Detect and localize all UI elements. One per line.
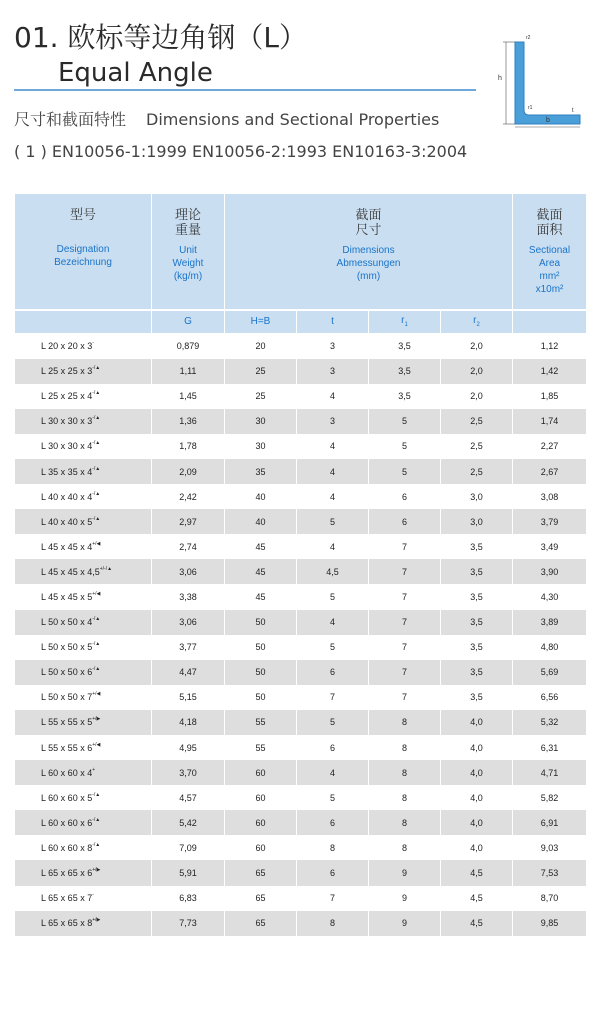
cell-area: 4,71 [513, 760, 587, 785]
cell-thickness: 3 [297, 333, 369, 359]
header-weight-en2: Weight [172, 258, 204, 269]
table-row [15, 484, 587, 509]
subheader-r1-sub: 1 [404, 322, 408, 328]
header-weight-cn2: 重量 [174, 223, 201, 238]
cell-thickness: 6 [297, 810, 369, 835]
cell-hb: 30 [225, 409, 297, 434]
table-row [15, 409, 587, 434]
cell-weight: 0,879 [152, 333, 225, 359]
cell-area: 5,32 [513, 710, 587, 735]
cell-hb: 40 [225, 509, 297, 534]
table-row [15, 835, 587, 860]
designation-text: L 55 x 55 x 5 [41, 717, 93, 728]
cell-hb: 55 [225, 735, 297, 760]
cell-thickness: 6 [297, 660, 369, 685]
cell-thickness: 3 [297, 359, 369, 384]
cell-thickness: 4,5 [297, 559, 369, 584]
designation-marker: +/◀ [92, 691, 101, 698]
header-weight-cn1: 理论 [174, 208, 201, 223]
cell-weight: 4,18 [152, 710, 225, 735]
cell-weight: 3,38 [152, 584, 225, 609]
table-row [15, 434, 587, 459]
header-dims-de: Abmessungen [336, 258, 401, 269]
cell-r2: 3,0 [441, 484, 513, 509]
cell-r2: 2,5 [441, 434, 513, 459]
subheader-t: t [297, 310, 369, 334]
cell-weight: 4,95 [152, 735, 225, 760]
cell-area: 2,27 [513, 434, 587, 459]
designation-text: L 40 x 40 x 4 [41, 491, 93, 502]
designation-text: L 65 x 65 x 6 [41, 868, 93, 879]
cell-hb: 25 [225, 359, 297, 384]
cell-thickness: 5 [297, 710, 369, 735]
designation-marker: +/▶ [92, 867, 101, 874]
cell-r2: 4,0 [441, 710, 513, 735]
cell-designation [15, 559, 152, 584]
cell-hb: 65 [225, 911, 297, 936]
table-row [15, 810, 587, 835]
cell-r2: 4,0 [441, 735, 513, 760]
diagram-label-b: b [546, 117, 550, 124]
cell-weight: 1,45 [152, 384, 225, 409]
table-row [15, 534, 587, 559]
header-weight [152, 194, 225, 310]
designation-text: L 25 x 25 x 4 [41, 391, 93, 402]
header-dims-cn1: 截面 [355, 208, 382, 223]
section-subtitle [14, 107, 439, 130]
header-area [513, 194, 587, 310]
subheader-r2-label: r [473, 315, 477, 326]
designation-marker: -/▲ [92, 841, 101, 848]
designation-text: L 60 x 60 x 6 [41, 817, 93, 828]
cell-thickness: 6 [297, 735, 369, 760]
designation-text: L 45 x 45 x 4 [41, 541, 93, 552]
designation-text: L 20 x 20 x 3 [41, 341, 93, 352]
table-subheader-row [15, 310, 587, 334]
table-row [15, 660, 587, 685]
subheader-r1-label: r [401, 315, 405, 326]
cell-weight: 1,36 [152, 409, 225, 434]
table-row [15, 359, 587, 384]
cell-area: 6,31 [513, 735, 587, 760]
cell-r2: 2,0 [441, 384, 513, 409]
cell-weight: 5,42 [152, 810, 225, 835]
cell-hb: 65 [225, 860, 297, 885]
cell-designation [15, 735, 152, 760]
cell-area: 1,74 [513, 409, 587, 434]
cell-thickness: 4 [297, 760, 369, 785]
cell-thickness: 4 [297, 434, 369, 459]
header-area-unit2: x10m² [535, 284, 564, 295]
cell-r2: 3,5 [441, 534, 513, 559]
table-row [15, 610, 587, 635]
cell-area: 1,12 [513, 333, 587, 359]
designation-text: L 50 x 50 x 4 [41, 617, 93, 628]
header-designation-de: Bezeichnung [54, 257, 112, 268]
table-row [15, 635, 587, 660]
cell-thickness: 5 [297, 584, 369, 609]
designation-text: L 30 x 30 x 3 [41, 416, 93, 427]
designation-marker: -/▲ [92, 641, 101, 648]
table-body [15, 333, 587, 936]
diagram-label-r2: r2 [526, 35, 531, 41]
cell-r1: 3,5 [369, 333, 441, 359]
cell-r2: 4,0 [441, 785, 513, 810]
cell-weight: 7,73 [152, 911, 225, 936]
cell-r1: 5 [369, 459, 441, 484]
cell-area: 3,90 [513, 559, 587, 584]
designation-marker: -/▲ [92, 415, 101, 422]
cell-hb: 25 [225, 384, 297, 409]
cell-hb: 50 [225, 685, 297, 710]
cell-hb: 50 [225, 610, 297, 635]
cell-designation [15, 685, 152, 710]
cell-hb: 60 [225, 810, 297, 835]
cell-area: 5,82 [513, 785, 587, 810]
cell-r2: 2,5 [441, 459, 513, 484]
cell-r1: 5 [369, 409, 441, 434]
cell-area: 8,70 [513, 886, 587, 911]
cell-area: 5,69 [513, 660, 587, 685]
subheader-hb: H=B [225, 310, 297, 334]
header-area-unit1: mm² [539, 271, 560, 282]
cell-area: 9,03 [513, 835, 587, 860]
cell-weight: 4,47 [152, 660, 225, 685]
title-divider [14, 89, 476, 91]
table-row [15, 886, 587, 911]
cell-weight: 3,06 [152, 559, 225, 584]
cell-designation [15, 534, 152, 559]
designation-text: L 65 x 65 x 8 [41, 918, 93, 929]
cell-r1: 8 [369, 735, 441, 760]
cell-r1: 7 [369, 534, 441, 559]
cell-designation [15, 635, 152, 660]
designation-marker: +/◀ [92, 741, 101, 748]
cell-thickness: 5 [297, 509, 369, 534]
subheader-area-blank [513, 310, 587, 334]
cell-r2: 2,5 [441, 409, 513, 434]
cell-weight: 2,09 [152, 459, 225, 484]
table-row [15, 911, 587, 936]
cell-hb: 20 [225, 333, 297, 359]
header-designation-en: Designation [56, 244, 110, 255]
cell-weight: 6,83 [152, 886, 225, 911]
cell-r1: 9 [369, 860, 441, 885]
cell-r1: 3,5 [369, 384, 441, 409]
cell-area: 9,85 [513, 911, 587, 936]
table-row [15, 760, 587, 785]
subtitle-english: Dimensions and Sectional Properties [146, 110, 440, 129]
cell-r1: 8 [369, 810, 441, 835]
cell-r1: 8 [369, 785, 441, 810]
cell-r1: 8 [369, 835, 441, 860]
cell-hb: 30 [225, 434, 297, 459]
designation-marker: -/▲ [92, 816, 101, 823]
cell-weight: 4,57 [152, 785, 225, 810]
cell-designation [15, 860, 152, 885]
cell-thickness: 4 [297, 534, 369, 559]
cell-r1: 9 [369, 886, 441, 911]
cell-r1: 3,5 [369, 359, 441, 384]
diagram-label-r1: r1 [528, 105, 533, 111]
table-row [15, 685, 587, 710]
cell-thickness: 6 [297, 860, 369, 885]
cell-designation [15, 584, 152, 609]
cell-thickness: 7 [297, 886, 369, 911]
designation-text: L 50 x 50 x 7 [41, 692, 93, 703]
table-row [15, 785, 587, 810]
designation-text: L 45 x 45 x 5 [41, 591, 93, 602]
designation-marker: - [92, 892, 94, 899]
designation-text: L 25 x 25 x 3 [41, 366, 93, 377]
subheader-blank [15, 310, 152, 334]
cell-weight: 3,70 [152, 760, 225, 785]
cell-designation [15, 835, 152, 860]
designation-marker: +/▶ [92, 917, 101, 924]
cell-designation [15, 610, 152, 635]
header-area-cn1: 截面 [536, 208, 563, 223]
cell-designation [15, 409, 152, 434]
properties-table [14, 193, 587, 936]
header-weight-en1: Unit [179, 245, 197, 256]
cell-thickness: 7 [297, 685, 369, 710]
cell-r2: 3,5 [441, 584, 513, 609]
cell-hb: 45 [225, 584, 297, 609]
cell-thickness: 5 [297, 635, 369, 660]
designation-text: L 60 x 60 x 8 [41, 842, 93, 853]
cell-designation [15, 886, 152, 911]
cell-designation [15, 810, 152, 835]
designation-marker: -/▲ [92, 515, 101, 522]
cell-weight: 7,09 [152, 835, 225, 860]
cell-hb: 60 [225, 760, 297, 785]
cell-area: 1,85 [513, 384, 587, 409]
cell-r2: 3,5 [441, 660, 513, 685]
designation-marker: -/▲ [92, 390, 101, 397]
table-header-row [15, 194, 587, 310]
designation-text: L 35 x 35 x 4 [41, 466, 93, 477]
cell-thickness: 4 [297, 384, 369, 409]
cell-hb: 40 [225, 484, 297, 509]
page-title-english: Equal Angle [58, 58, 213, 88]
cell-r1: 7 [369, 559, 441, 584]
cell-r1: 8 [369, 710, 441, 735]
cell-hb: 60 [225, 785, 297, 810]
cell-r1: 9 [369, 911, 441, 936]
cell-hb: 50 [225, 635, 297, 660]
cell-area: 3,79 [513, 509, 587, 534]
cell-weight: 2,74 [152, 534, 225, 559]
cell-r2: 4,0 [441, 810, 513, 835]
cell-thickness: 3 [297, 409, 369, 434]
subheader-r2-sub: 2 [476, 322, 480, 328]
header-weight-unit: (kg/m) [173, 271, 203, 282]
cell-r2: 3,0 [441, 509, 513, 534]
cell-r1: 8 [369, 760, 441, 785]
designation-marker: -/▲ [92, 365, 101, 372]
cell-designation [15, 509, 152, 534]
cell-designation [15, 660, 152, 685]
cell-hb: 50 [225, 660, 297, 685]
cell-r1: 7 [369, 610, 441, 635]
cell-thickness: 8 [297, 911, 369, 936]
designation-text: L 50 x 50 x 6 [41, 667, 93, 678]
header-dims-cn2: 尺寸 [355, 223, 382, 238]
header-area-en1: Sectional [528, 245, 571, 256]
cell-area: 3,89 [513, 610, 587, 635]
cell-thickness: 4 [297, 610, 369, 635]
cell-r2: 4,0 [441, 760, 513, 785]
cell-thickness: 5 [297, 785, 369, 810]
angle-section-diagram [488, 30, 588, 128]
designation-text: L 60 x 60 x 5 [41, 792, 93, 803]
cell-weight: 3,06 [152, 610, 225, 635]
cell-r2: 3,5 [441, 559, 513, 584]
designation-marker: -/▲ [92, 791, 101, 798]
designation-marker: -/▲ [92, 666, 101, 673]
cell-r1: 6 [369, 509, 441, 534]
diagram-label-h: h [498, 75, 502, 82]
cell-area: 6,91 [513, 810, 587, 835]
cell-r2: 4,5 [441, 886, 513, 911]
diagram-label-t: t [572, 108, 574, 114]
header-area-en2: Area [538, 258, 561, 269]
cell-weight: 2,42 [152, 484, 225, 509]
designation-marker: + [92, 766, 96, 773]
cell-weight: 1,78 [152, 434, 225, 459]
cell-r2: 4,0 [441, 835, 513, 860]
cell-designation [15, 484, 152, 509]
designation-text: L 55 x 55 x 6 [41, 742, 93, 753]
cell-designation [15, 760, 152, 785]
designation-marker: -/▲ [92, 465, 101, 472]
table-row [15, 860, 587, 885]
cell-hb: 65 [225, 886, 297, 911]
subheader-r1 [369, 310, 441, 334]
subtitle-chinese: 尺寸和截面特性 [14, 110, 127, 129]
cell-r2: 4,5 [441, 860, 513, 885]
subheader-r2 [441, 310, 513, 334]
cell-r1: 7 [369, 660, 441, 685]
table-row [15, 735, 587, 760]
designation-marker: - [92, 340, 94, 347]
table-row [15, 509, 587, 534]
cell-r1: 6 [369, 484, 441, 509]
table-row [15, 559, 587, 584]
table-row [15, 384, 587, 409]
designation-text: L 40 x 40 x 5 [41, 516, 93, 527]
standards-line: ( 1 ) EN10056-1:1999 EN10056-2:1993 EN10163-3:2004 [14, 142, 468, 161]
cell-hb: 60 [225, 835, 297, 860]
cell-designation [15, 359, 152, 384]
cell-hb: 55 [225, 710, 297, 735]
angle-profile-shape [515, 42, 580, 124]
designation-marker: +/◀ [92, 540, 101, 547]
cell-designation [15, 384, 152, 409]
designation-text: L 30 x 30 x 4 [41, 441, 93, 452]
cell-weight: 2,97 [152, 509, 225, 534]
cell-r1: 5 [369, 434, 441, 459]
cell-designation [15, 785, 152, 810]
cell-r1: 7 [369, 685, 441, 710]
header-dims-unit: (mm) [356, 271, 381, 282]
header-designation [15, 194, 152, 310]
cell-r2: 2,0 [441, 359, 513, 384]
cell-area: 6,56 [513, 685, 587, 710]
cell-designation [15, 434, 152, 459]
cell-area: 3,49 [513, 534, 587, 559]
table-row [15, 333, 587, 359]
header-dimensions [225, 194, 513, 310]
designation-marker: -/▲ [92, 616, 101, 623]
page-title: 01. 欧标等边角钢（L） [14, 21, 308, 54]
cell-designation [15, 333, 152, 359]
cell-area: 1,42 [513, 359, 587, 384]
header-designation-cn: 型号 [69, 208, 96, 223]
cell-r2: 3,5 [441, 610, 513, 635]
cell-r1: 7 [369, 635, 441, 660]
cell-r2: 3,5 [441, 635, 513, 660]
designation-text: L 45 x 45 x 4,5 [41, 566, 100, 577]
subheader-g: G [152, 310, 225, 334]
header-dims-en: Dimensions [342, 245, 395, 256]
designation-text: L 65 x 65 x 7 [41, 893, 93, 904]
cell-thickness: 4 [297, 484, 369, 509]
cell-hb: 45 [225, 534, 297, 559]
cell-designation [15, 911, 152, 936]
designation-marker: +/◀ [92, 590, 101, 597]
cell-r2: 2,0 [441, 333, 513, 359]
cell-hb: 45 [225, 559, 297, 584]
cell-area: 2,67 [513, 459, 587, 484]
cell-area: 3,08 [513, 484, 587, 509]
cell-area: 4,80 [513, 635, 587, 660]
cell-thickness: 8 [297, 835, 369, 860]
cell-designation [15, 710, 152, 735]
table-row [15, 584, 587, 609]
cell-weight: 5,91 [152, 860, 225, 885]
designation-marker: -/▲ [92, 440, 101, 447]
cell-area: 7,53 [513, 860, 587, 885]
designation-marker: -/▲ [92, 490, 101, 497]
cell-area: 4,30 [513, 584, 587, 609]
table-row [15, 459, 587, 484]
cell-thickness: 4 [297, 459, 369, 484]
cell-r2: 3,5 [441, 685, 513, 710]
designation-marker: +/▶ [92, 716, 101, 723]
cell-r1: 7 [369, 584, 441, 609]
header-area-cn2: 面积 [536, 223, 563, 238]
cell-weight: 5,15 [152, 685, 225, 710]
cell-weight: 3,77 [152, 635, 225, 660]
designation-marker: +/-/▲ [99, 565, 113, 572]
designation-text: L 50 x 50 x 5 [41, 642, 93, 653]
cell-weight: 1,11 [152, 359, 225, 384]
cell-r2: 4,5 [441, 911, 513, 936]
designation-text: L 60 x 60 x 4 [41, 767, 93, 778]
table-row [15, 710, 587, 735]
cell-hb: 35 [225, 459, 297, 484]
cell-designation [15, 459, 152, 484]
